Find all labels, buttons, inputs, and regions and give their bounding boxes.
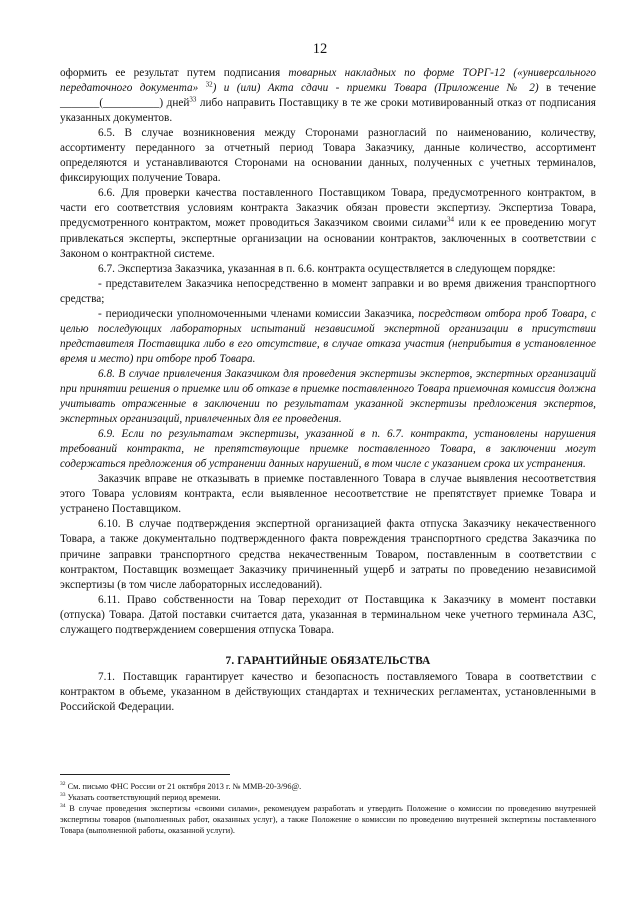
footnote-ref-32: 32 <box>205 80 213 89</box>
footnote-ref-33: 33 <box>189 95 197 104</box>
torg12-reference: товарных накладных по форме ТОРГ-12 («универсального передаточного документа» <box>60 67 596 95</box>
page-number: 12 <box>312 41 328 57</box>
clause-6-5: 6.5. В случае возникновения между Сторонами разногласий по наименованию, количеству, ассортименту переданного за отчетный период Товара Заказчику, данные количество, ассортимент определяются и устанавливаются Сторонами на основании данных, полученных с учетных терминалов, фиксирующих получение Товара. <box>60 127 596 185</box>
clause-6-9: 6.9. Если по результатам экспертизы, указанной в п. 6.7. контракта, установлены нарушения требований контракта, не препятствующие приемке поставленного Товара, в заключении могут содержаться предложения об устранении данных нарушений, в том числе с указанием срока их устранения. <box>60 428 596 471</box>
clause-6-7-item-2-text-a: - периодически уполномоченными членами комиссии Заказчика, <box>98 307 419 320</box>
footnote-34-text: В случае проведения экспертизы «своими силами», рекомендуем разработать и утвердить Положение о комиссии по проведению внутренней экспертизы товаров (выполненных работ, оказанных услуг), а также Положение о комиссии по проведению внутренней экспертизы поставленного Товара (выполненной работы, оказанной услуги). <box>60 804 596 836</box>
footnote-33-text: Указать соответствующий период времени. <box>65 793 221 803</box>
clause-6-7-item-2 <box>60 307 596 367</box>
footnote-33 <box>60 792 596 803</box>
paragraph-continuation <box>60 66 596 126</box>
clause-6-10: 6.10. В случае подтверждения экспертной организацией факта отпуска Заказчику некачественного Товара, а также документально подтвержденного факта повреждения транспортного средства Заказчика по причине заправки транспортного средства некачественным Товаром, поставленным в соответствии с контрактом, Поставщик возмещает Заказчику причиненный ущерб и затраты по проведению независимой экспертизы (в том числе лабораторных исследований). <box>60 518 596 591</box>
section-7-heading: 7. ГАРАНТИЙНЫЕ ОБЯЗАТЕЛЬСТВА <box>225 654 431 667</box>
clause-6-7: 6.7. Экспертиза Заказчика, указанная в п. 6.6. контракта осуществляется в следующем порядке: <box>98 262 556 275</box>
footnotes <box>60 781 596 836</box>
continuation-text: оформить ее результат путем подписания <box>60 67 289 79</box>
clause-6-11: 6.11. Право собственности на Товар переходит от Поставщика к Заказчику в момент поставки (отпуска) Товара. Датой поставки считается дата, указанная в терминальном чеке учетного терминала АЗС, служащего подтверждением совершения отпуска Товара. <box>60 593 596 636</box>
clause-6-6 <box>60 186 596 261</box>
footnote-32-number: 32 <box>60 781 66 788</box>
continuation-end-text: либо направить Поставщику в те же сроки мотивированный отказ от подписания указанных документов. <box>60 97 596 125</box>
clause-6-6-text-a: 6.6. Для проверки качества поставленного Поставщиком Товара, предусмотренного контрактом, в части его соответствия условиям контракта Заказчик обязан провести экспертизу. Экспертиза Товара, предусмотренного контрактом, может проводиться Заказчиком своими силами <box>60 187 596 230</box>
footnote-33-number: 33 <box>60 792 66 799</box>
clause-6-7-item-2-text-b: посредством отбора проб Товара, с целью последующих лабораторных испытаний независимой экспертной организации в присутствии представителя Поставщика либо в его отсутствие, в случае отказа участия (неприбытия в установленное время и место) при отборе проб Товара. <box>60 307 596 365</box>
term-blank-text: в течение _______(__________) дней <box>60 82 596 110</box>
footnote-34-number: 34 <box>60 803 66 810</box>
clause-6-8: 6.8. В случае привлечения Заказчиком для проведения экспертизы экспертов, экспертных организаций при принятии решения о приемке или об отказе в приемке поставленного Товара приемочная комиссия должна учитывать отраженные в заключении по результатам указанной экспертизы предложения экспертов, экспертных организаций, привлеченных для ее проведения. <box>60 367 596 426</box>
clause-acceptance-right: Заказчик вправе не отказывать в приемке поставленного Товара в случае выявления несоответствия этого Товара условиям контракта, если выявленное несоответствие не препятствует приемке Товара и устранено Поставщиком. <box>60 473 596 516</box>
footnote-32-text: См. письмо ФНС России от 21 октября 2013 г. № ММВ-20-3/96@. <box>65 782 302 791</box>
clause-7-1: 7.1. Поставщик гарантирует качество и безопасность поставляемого Товара в соответствии с контрактом в объеме, указанном в действующих стандартах и технических регламентах, установленными в Российской Федерации. <box>60 670 596 713</box>
footnote-34 <box>60 803 596 836</box>
footnote-separator <box>60 774 230 775</box>
footnote-32 <box>60 781 596 792</box>
clause-6-7-item-1: - представителем Заказчика непосредственно в момент заправки и во время движения транспортного средства; <box>60 277 596 305</box>
act-reference: ) и (или) Акта сдачи - приемки Товара (Приложение № 2) <box>212 82 539 95</box>
clause-6-6-text-b: или к ее проведению могут привлекаться эксперты, экспертные организации на основании контрактов, заключенных в соответствии с Законом о контрактной системе. <box>60 217 596 260</box>
document-body <box>60 66 596 715</box>
footnote-ref-34: 34 <box>447 215 455 224</box>
